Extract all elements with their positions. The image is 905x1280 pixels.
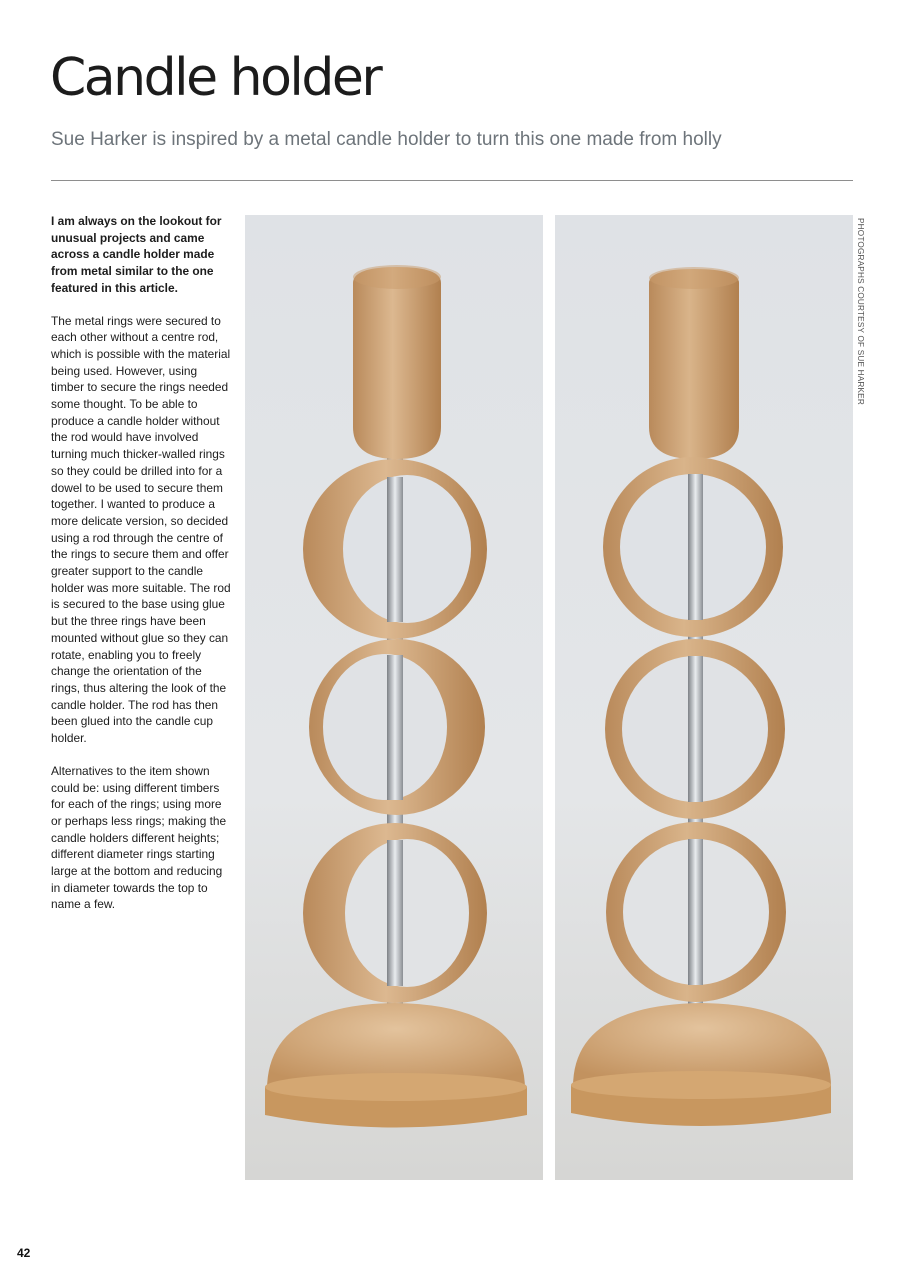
photo-candle-holder-front bbox=[555, 215, 853, 1180]
page-title: Candle holder bbox=[50, 48, 381, 108]
article-body bbox=[51, 213, 231, 929]
page-number: 42 bbox=[17, 1246, 31, 1260]
candle-cup bbox=[649, 269, 739, 459]
photo-candle-holder-angled bbox=[245, 215, 543, 1180]
intro-paragraph: I am always on the lookout for unusual projects and came across a candle holder made from metal similar to the one featured in this article. bbox=[51, 214, 222, 295]
photo-credit: PHOTOGRAPHS COURTESY OF SUE HARKER bbox=[856, 218, 865, 405]
standfirst: Sue Harker is inspired by a metal candle holder to turn this one made from holly bbox=[51, 129, 722, 150]
candle-cup bbox=[353, 267, 441, 459]
body-paragraph-2: Alternatives to the item shown could be: using different timbers for each of the rings; using more or perhaps less rings; making the candle holders different heights; different diameter rings starting large at the bottom and reducing in diameter towards the top to name a few. bbox=[51, 763, 227, 912]
title-divider bbox=[51, 180, 853, 181]
body-paragraph-1: The metal rings were secured to each other without a centre rod, which is possible with the material being used. However, using timber to secure the rings needed some thought. To be able to produce a candle holder without the rod would have involved turning much thicker-walled rings so they could be drilled into for a dowel to be used to secure them together. I wanted to produce a more delicate version, so decided using a rod through the centre of the rings to secure them and offer greater support to the candle holder was more suitable. The rod is secured to the base using glue but the three rings have been mounted without glue so they can rotate, enabling you to freely change the orientation of the rings, thus altering the look of the candle holder. The rod has then been glued into the candle cup holder. bbox=[51, 313, 231, 746]
